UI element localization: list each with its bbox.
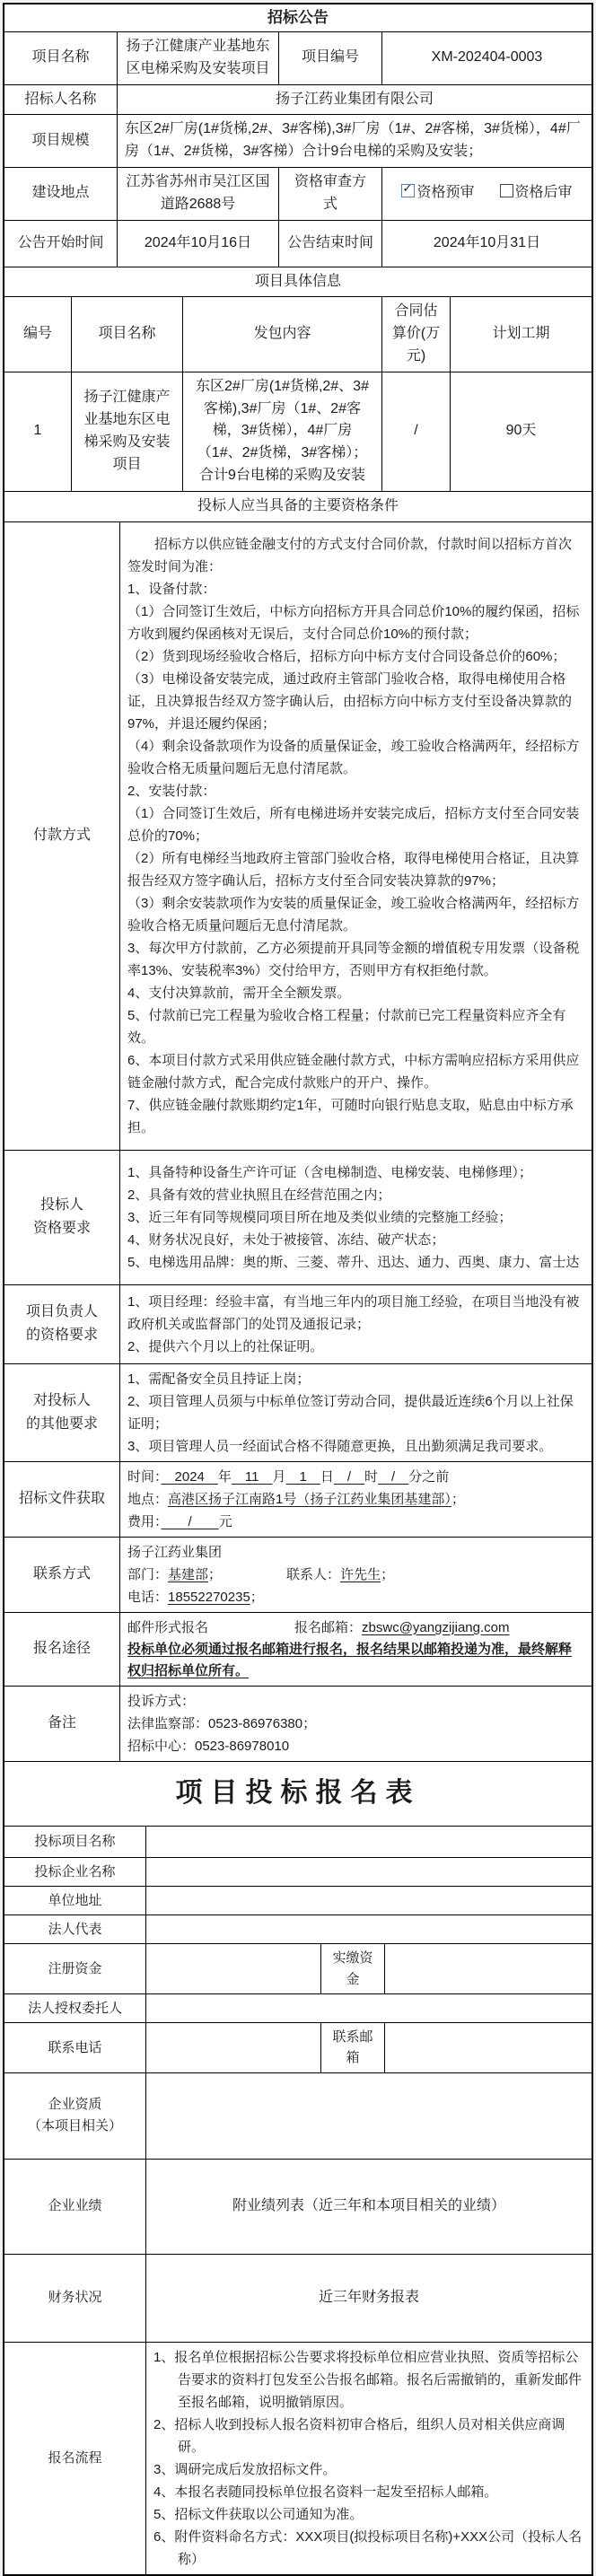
text-line: 4、支付决算款前，需开全全额发票。 bbox=[127, 985, 351, 1001]
project-name-label: 项目名称 bbox=[31, 49, 90, 66]
details-data-row bbox=[4, 372, 592, 491]
other-requirements-label bbox=[4, 1364, 119, 1461]
reg-capital-field bbox=[145, 1944, 320, 1993]
postqualification-label: 资格后审 bbox=[514, 185, 573, 201]
text-line: 1、项目经理：经验丰富，有当地三年内的项目施工经验，在项目当地没有被政府机关或监督部门的处罚及通报记录； bbox=[127, 1293, 580, 1332]
registration-path-info bbox=[119, 1613, 592, 1686]
text-line: （2）货到现场经验收合格后，招标方向中标方支付合同设备总价的60%； bbox=[127, 648, 566, 664]
col-header-price: 合同估算价(万元) bbox=[381, 297, 450, 371]
form-phone-field bbox=[145, 2023, 320, 2072]
text-line: 2、提供六个月以上的社保证明。 bbox=[127, 1338, 324, 1354]
form-capital-row bbox=[4, 1943, 592, 1993]
achievement-label: 企业业绩 bbox=[48, 2198, 102, 2214]
tenderee-label: 招标人名称 bbox=[24, 91, 97, 107]
other-requirements-list bbox=[119, 1364, 592, 1461]
text-line: （4）剩余设备款项作为设备的质量保证金，竣工验收合格满两年，经招标方验收合格无质量问题后无息付清尾款。 bbox=[127, 738, 580, 776]
text-line: 1、报名单位根据招标公告要求将投标单位相应营业执照、资质等招标公告要求的资料打包发至公告报名邮箱。报名后需撤销的，重新发邮件至报名邮箱，说明撤销原因。 bbox=[153, 2349, 583, 2410]
registration-mail-label: 报名邮箱： bbox=[294, 1619, 363, 1635]
tenderee-value: 扬子江药业集团有限公司 bbox=[117, 85, 592, 115]
label-line: 投标人 bbox=[39, 1197, 83, 1214]
contact-dept-line bbox=[127, 1564, 394, 1586]
scale-row bbox=[4, 114, 592, 167]
qualification-section-row bbox=[4, 491, 592, 521]
finance-value: 近三年财务报表 bbox=[145, 2255, 592, 2342]
detail-no: 1 bbox=[33, 423, 42, 439]
manager-qualification-list bbox=[119, 1285, 592, 1363]
text-line: 2、招标人收到投标人报名资料初审合格后，组织人员对相关供应商调研。 bbox=[153, 2416, 565, 2455]
text-line: 3、近三年有同等规模同项目所在地及类似业绩的完整施工经验； bbox=[127, 1209, 513, 1225]
company-qualification-label bbox=[4, 2073, 145, 2159]
registration-notice: 投标单位必须通过报名邮箱进行报名，报名结果以邮箱投递为准，最终解释权归招标单位所有。 bbox=[127, 1641, 573, 1678]
text-line: 6、本项目付款方式采用供应链金融付款方式，中标方需响应招标方采用供应链金融付款方式，配合完成付款账户的开户、操作。 bbox=[127, 1052, 580, 1091]
remark-label: 备注 bbox=[47, 1714, 76, 1730]
scale-value: 东区2#厂房(1#货梯,2#、3#客梯),3#厂房（1#、2#客梯，3#货梯），4#厂房（1#、2#货梯，3#客梯）合计9台电梯的采购及安装； bbox=[117, 115, 592, 167]
form-phone-row bbox=[4, 2022, 592, 2072]
time-label: 时间： bbox=[127, 1468, 162, 1485]
achievement-value: 附业绩列表（近三年和本项目相关的业绩） bbox=[145, 2160, 592, 2254]
detail-price: / bbox=[381, 372, 450, 491]
bid-announcement-table bbox=[3, 3, 593, 2576]
legal-rep-field bbox=[145, 1915, 592, 1943]
company-qualification-field bbox=[145, 2073, 592, 2159]
form-qualification-row bbox=[4, 2072, 592, 2159]
detail-duration: 90天 bbox=[450, 372, 592, 491]
text-line: （1）合同签订生效后，所有电梯进场并安装完成后，招标方支付至合同安装总价的70%； bbox=[127, 805, 580, 844]
label-line: 企业资质 bbox=[48, 2097, 102, 2113]
payment-label: 付款方式 bbox=[32, 827, 91, 843]
label-line: 的资格要求 bbox=[25, 1327, 98, 1344]
fee-value: / bbox=[161, 1513, 219, 1529]
time-minute: / bbox=[378, 1468, 409, 1485]
manager-qualification-row bbox=[4, 1284, 592, 1363]
end-time-label: 公告结束时间 bbox=[278, 221, 381, 267]
time-day: 1 bbox=[285, 1468, 320, 1485]
time-minute-unit: 分之前 bbox=[408, 1468, 450, 1485]
text-line: 6、附件资料命名方式：XXX项目(拟投标项目名称)+XXX公司（投标人名称） bbox=[153, 2528, 583, 2567]
bidder-qualification-label bbox=[4, 1151, 119, 1284]
text-line: 4、财务状况良好，未处于被接管、冻结、破产状态； bbox=[127, 1231, 445, 1248]
time-year-unit: 年 bbox=[217, 1468, 232, 1485]
contact-label: 联系方式 bbox=[32, 1565, 91, 1582]
fee-label: 费用： bbox=[127, 1513, 162, 1529]
bid-company-field bbox=[145, 1858, 592, 1886]
time-month-unit: 月 bbox=[272, 1468, 286, 1485]
form-email-label: 联系邮箱 bbox=[320, 2023, 384, 2072]
form-email-field bbox=[384, 2023, 592, 2072]
person-suffix: ； bbox=[381, 1566, 395, 1582]
announcement-title-row bbox=[4, 4, 592, 31]
location-value: 江苏省苏州市吴江区国道路2688号 bbox=[117, 168, 278, 220]
scale-label: 项目规模 bbox=[31, 132, 90, 148]
address-field bbox=[145, 1887, 592, 1914]
registration-path-row bbox=[4, 1612, 592, 1686]
dept-label: 部门： bbox=[127, 1566, 169, 1582]
project-name-value: 扬子江健康产业基地东区电梯采购及安装项目 bbox=[117, 32, 278, 84]
label-line: 的其他要求 bbox=[25, 1415, 98, 1432]
prequalification-checkbox-checked bbox=[401, 181, 415, 197]
address-label: 单位地址 bbox=[48, 1892, 102, 1908]
authorized-agent-field bbox=[145, 1994, 592, 2022]
text-line: 招标中心：0523-86978010 bbox=[127, 1738, 290, 1754]
form-bid-project-row bbox=[4, 1826, 592, 1857]
form-address-row bbox=[4, 1886, 592, 1914]
contact-row bbox=[4, 1537, 592, 1612]
prequalification-label: 资格预审 bbox=[416, 185, 475, 201]
text-line: 5、付款前已完工程量为验收合格工程量；付款前已完工程量资料应齐全有效。 bbox=[127, 1007, 566, 1046]
person-value: 许先生 bbox=[340, 1566, 381, 1582]
flow-list bbox=[145, 2343, 592, 2574]
details-section-row bbox=[4, 267, 592, 297]
text-line: 5、招标文件获取以公司通知为准。 bbox=[153, 2506, 364, 2522]
finance-label: 财务状况 bbox=[48, 2290, 102, 2306]
text-line: 3、调研完成后发放招标文件。 bbox=[153, 2461, 337, 2477]
form-achievement-row bbox=[4, 2159, 592, 2254]
text-line: 3、每次甲方付款前，乙方必须提前开具同等金额的增值税专用发票（设备税率13%、安装税率3%）交付给甲方，否则甲方有权拒绝付款。 bbox=[127, 940, 580, 978]
place-suffix: ； bbox=[451, 1491, 465, 1507]
bidder-qualification-list bbox=[119, 1151, 592, 1284]
time-hour: / bbox=[333, 1468, 365, 1485]
col-header-no: 编号 bbox=[22, 326, 52, 342]
remark-row bbox=[4, 1686, 592, 1761]
text-line: 5、电梯选用品牌：奥的斯、三菱、蒂升、迅达、通力、西奥、康力、富士达 bbox=[127, 1254, 580, 1270]
form-title-row bbox=[4, 1761, 592, 1826]
announcement-title: 招标公告 bbox=[267, 8, 329, 26]
project-no-label: 项目编号 bbox=[278, 32, 381, 84]
fee-unit: 元 bbox=[218, 1513, 232, 1529]
form-legal-rep-row bbox=[4, 1914, 592, 1943]
registration-method: 邮件形式报名 bbox=[127, 1619, 209, 1635]
end-time-value: 2024年10月31日 bbox=[381, 221, 592, 267]
tenderee-row bbox=[4, 84, 592, 115]
legal-rep-label: 法人代表 bbox=[48, 1922, 102, 1938]
bid-project-label: 投标项目名称 bbox=[34, 1833, 116, 1849]
registration-path-label: 报名途径 bbox=[32, 1640, 91, 1656]
person-label: 联系人： bbox=[286, 1566, 341, 1582]
manager-qualification-label bbox=[4, 1285, 119, 1363]
text-line: （2）所有电梯经当地政府主管部门验收合格，取得电梯使用合格证，且决算报告经双方签字确认后，招标方支付至合同安装决算款的97%； bbox=[127, 850, 580, 889]
contact-phone-line bbox=[127, 1586, 264, 1608]
doc-obtain-place-line bbox=[127, 1488, 465, 1511]
form-flow-row bbox=[4, 2342, 592, 2574]
col-header-content: 发包内容 bbox=[182, 297, 381, 371]
time-day-unit: 日 bbox=[320, 1468, 334, 1485]
text-line: 1、需配备安全员且持证上岗； bbox=[127, 1371, 311, 1387]
details-section-title: 项目具体信息 bbox=[254, 273, 341, 289]
payment-terms bbox=[119, 522, 592, 1150]
other-requirements-row bbox=[4, 1363, 592, 1461]
location-label: 建设地点 bbox=[31, 185, 90, 201]
contact-info bbox=[119, 1538, 592, 1612]
doc-obtain-label: 招标文件获取 bbox=[18, 1490, 105, 1506]
qualification-section-title: 投标人应当具备的主要资格条件 bbox=[197, 497, 399, 513]
review-method-value bbox=[381, 168, 592, 220]
bidder-qualification-row bbox=[4, 1150, 592, 1284]
start-time-label: 公告开始时间 bbox=[17, 234, 104, 250]
reg-capital-label: 注册资金 bbox=[48, 1960, 102, 1976]
label-line: （本项目相关） bbox=[27, 2118, 122, 2134]
label-line: 资格要求 bbox=[32, 1221, 91, 1237]
text-line: 法律监察部：0523-86976380； bbox=[127, 1715, 317, 1731]
location-row bbox=[4, 167, 592, 220]
text-line: 2、安装付款： bbox=[127, 783, 216, 799]
text-line: 1、设备付款： bbox=[127, 581, 216, 597]
bid-company-label: 投标企业名称 bbox=[34, 1863, 116, 1879]
text-line: 2、具备有效的营业执照且在经营范围之内； bbox=[127, 1187, 391, 1203]
time-month: 11 bbox=[231, 1468, 273, 1485]
check-icon: ✓ bbox=[402, 181, 413, 196]
time-year: 2024 bbox=[161, 1468, 218, 1485]
start-time-value: 2024年10月16日 bbox=[117, 221, 278, 267]
paid-capital-label: 实缴资金 bbox=[320, 1944, 384, 1993]
label-line: 对投标人 bbox=[32, 1392, 91, 1408]
text-line: 4、本报名表随同投标单位报名资料一起发至招标人邮箱。 bbox=[153, 2484, 498, 2500]
col-header-duration: 计划工期 bbox=[450, 297, 592, 371]
phone-suffix: ； bbox=[250, 1589, 264, 1605]
registration-method-line bbox=[127, 1617, 510, 1639]
paid-capital-field bbox=[384, 1944, 592, 1993]
payment-row bbox=[4, 521, 592, 1150]
form-phone-label: 联系电话 bbox=[48, 2039, 102, 2055]
time-hour-unit: 时 bbox=[364, 1468, 379, 1485]
detail-content: 东区2#厂房(1#货梯,2#、3#客梯),3#厂房（1#、2#客梯，3#货梯），4#厂房（1#、2#货梯，3#客梯）；合计9台电梯的采购及安装 bbox=[182, 372, 381, 491]
text-line: 7、供应链金融付款账期约定1年，可随时向银行贴息支取，贴息由中标方承担。 bbox=[127, 1097, 574, 1135]
doc-obtain-fee-line bbox=[127, 1511, 232, 1533]
review-method-label: 资格审查方式 bbox=[278, 168, 381, 220]
project-name-row bbox=[4, 31, 592, 84]
doc-obtain-info bbox=[119, 1462, 592, 1537]
announce-time-row bbox=[4, 220, 592, 267]
project-no-value: XM-202404-0003 bbox=[381, 32, 592, 84]
text-line: 2、项目管理人员须与中标单位签订劳动合同，提供最近连续6个月以上社保证明； bbox=[127, 1393, 574, 1432]
dept-suffix: ； bbox=[208, 1566, 223, 1582]
label-line: 项目负责人 bbox=[25, 1304, 98, 1320]
text-line: 3、项目管理人员一经面试合格不得随意更换，且出勤须满足我司要求。 bbox=[127, 1438, 553, 1454]
detail-name: 扬子江健康产业基地东区电梯采购及安装项目 bbox=[71, 372, 182, 491]
form-authorized-row bbox=[4, 1993, 592, 2022]
form-bid-company-row bbox=[4, 1857, 592, 1886]
contact-org-line: 扬子江药业集团 bbox=[127, 1544, 223, 1560]
place-label: 地点： bbox=[127, 1491, 169, 1507]
bid-project-field bbox=[145, 1827, 592, 1857]
phone-label: 电话： bbox=[127, 1589, 169, 1605]
text-line: 招标方以供应链金融支付的方式支付合同价款，付款时间以招标方首次签发时间为准： bbox=[127, 536, 573, 574]
phone-value: 18552270235 bbox=[168, 1589, 250, 1605]
text-line: （3）电梯设备安装完成，通过政府主管部门验收合格，取得电梯使用合格证，且决算报告经双方签字确认后，由招标方向中标方支付至设备决算款的97%，并退还履约保函； bbox=[127, 670, 573, 732]
doc-obtain-row bbox=[4, 1461, 592, 1537]
dept-value: 基建部 bbox=[168, 1566, 209, 1582]
remark-lines bbox=[119, 1687, 592, 1761]
postqualification-checkbox-unchecked bbox=[500, 184, 513, 197]
form-title: 项目投标报名表 bbox=[175, 1777, 421, 1808]
registration-email: zbswc@yangzijiang.com bbox=[362, 1619, 510, 1635]
col-header-name: 项目名称 bbox=[71, 297, 182, 371]
text-line: （3）剩余安装款项作为安装的质量保证金，竣工验收合格满两年，经招标方验收合格无质量问题后无息付清尾款。 bbox=[127, 895, 580, 933]
form-finance-row bbox=[4, 2254, 592, 2342]
authorized-agent-label: 法人授权委托人 bbox=[27, 2000, 122, 2016]
place-value: 高港区扬子江南路1号（扬子江药业集团基建部） bbox=[168, 1491, 451, 1507]
details-header-row bbox=[4, 296, 592, 371]
text-line: 投诉方式： bbox=[127, 1693, 196, 1709]
text-line: 1、具备特种设备生产许可证（含电梯制造、电梯安装、电梯修理）； bbox=[127, 1164, 532, 1180]
text-line: （1）合同签订生效后，中标方向招标方开具合同总价10%的履约保函，招标方收到履约保函核对无误后，支付合同总价10%的预付款； bbox=[127, 603, 580, 642]
doc-obtain-time-line bbox=[127, 1466, 449, 1488]
flow-label: 报名流程 bbox=[48, 2449, 102, 2466]
